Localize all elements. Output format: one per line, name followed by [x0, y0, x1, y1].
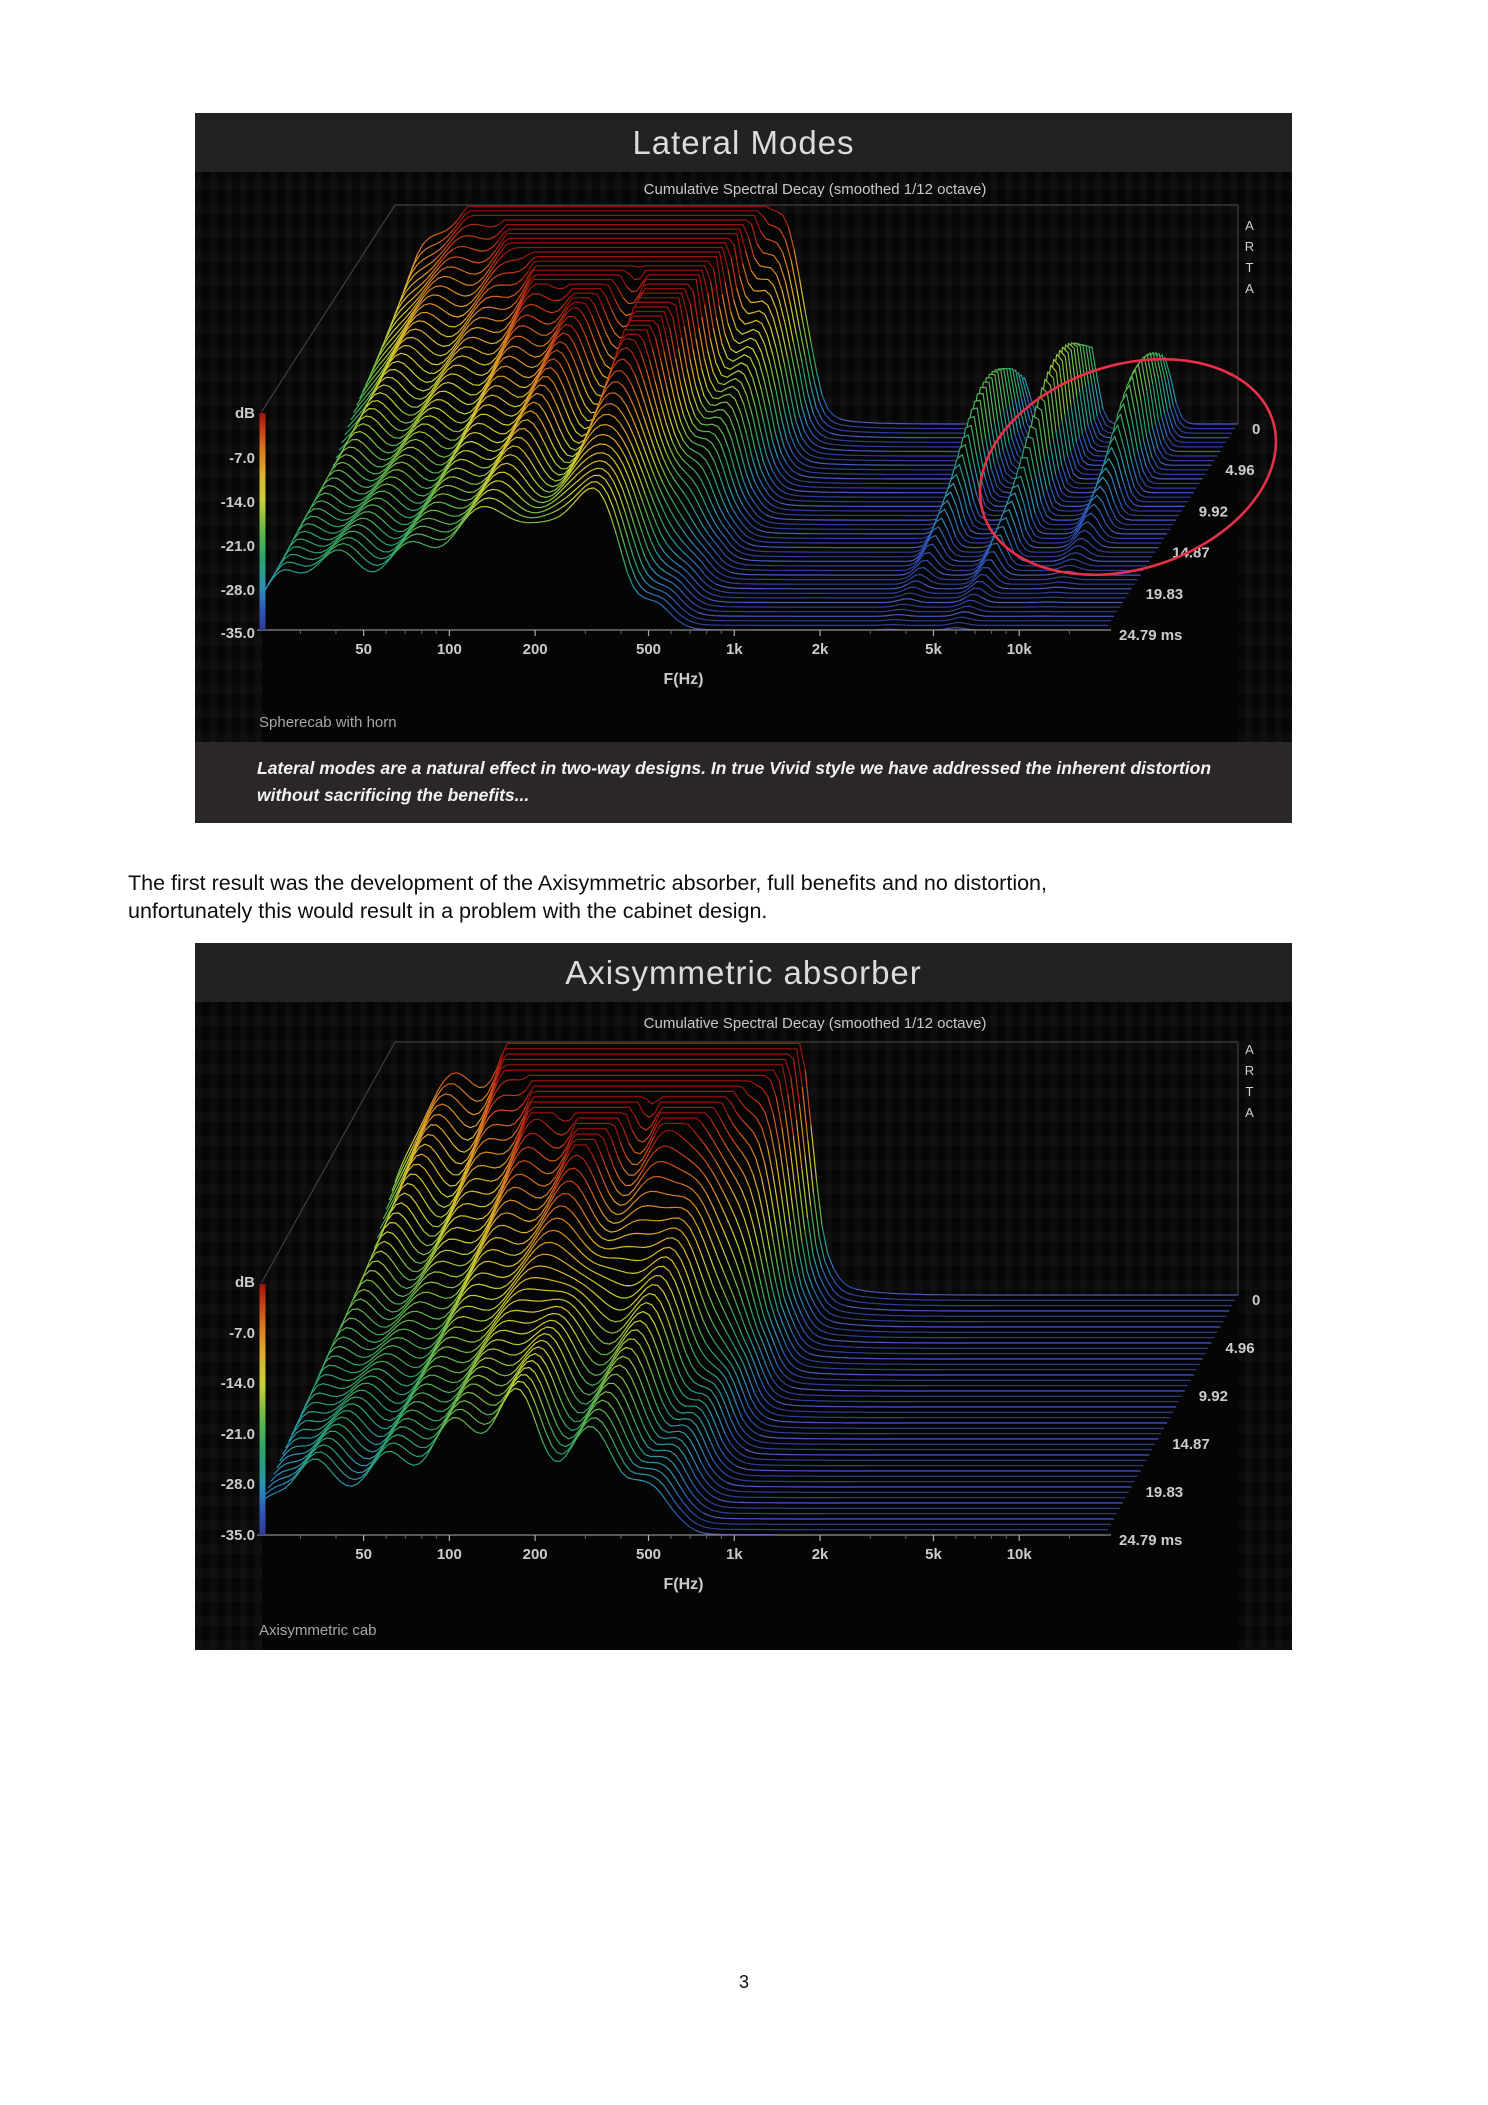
svg-text:1k: 1k [725, 1546, 743, 1563]
svg-text:2k: 2k [811, 1546, 829, 1563]
svg-text:dB: dB [235, 1274, 255, 1291]
paragraph-line: The first result was the development of the Axisymmetric absorber, full benefits and no distortion, [128, 871, 1047, 895]
arta-watermark: ARTA [1242, 218, 1257, 302]
svg-text:100: 100 [436, 1546, 462, 1563]
svg-text:-7.0: -7.0 [229, 450, 255, 467]
chart-area-axisymmetric [195, 1002, 1292, 1650]
svg-text:9.92: 9.92 [1198, 1388, 1229, 1405]
svg-text:19.83: 19.83 [1145, 1484, 1184, 1501]
csd-panel-lateral [195, 113, 1292, 823]
svg-text:19.83: 19.83 [1145, 585, 1184, 603]
svg-text:F(Hz): F(Hz) [663, 1576, 704, 1593]
svg-text:14.87: 14.87 [1172, 1436, 1210, 1453]
svg-text:1k: 1k [725, 641, 743, 658]
svg-text:-7.0: -7.0 [229, 1325, 255, 1342]
svg-text:200: 200 [522, 641, 548, 658]
caption-line: without sacrificing the benefits... [257, 784, 530, 805]
body-paragraph [128, 870, 1368, 925]
svg-text:-28.0: -28.0 [220, 582, 255, 599]
paragraph-line: unfortunately this would result in a problem with the cabinet design. [128, 898, 768, 923]
measurement-label: Spherecab with horn [259, 714, 397, 731]
panel-title: Lateral Modes [632, 123, 855, 161]
svg-text:-21.0: -21.0 [220, 1426, 255, 1443]
svg-text:10k: 10k [1006, 641, 1032, 658]
svg-text:500: 500 [636, 1546, 662, 1563]
svg-text:0: 0 [1252, 1292, 1261, 1309]
svg-text:50: 50 [355, 641, 372, 658]
svg-text:F(Hz): F(Hz) [663, 671, 704, 688]
svg-text:-14.0: -14.0 [220, 1375, 255, 1392]
svg-text:4.96: 4.96 [1225, 1340, 1255, 1357]
svg-text:-35.0: -35.0 [220, 625, 255, 642]
chart-subtitle: Cumulative Spectral Decay (smoothed 1/12 octave) [643, 181, 987, 198]
svg-text:200: 200 [522, 1546, 548, 1563]
svg-text:500: 500 [636, 641, 662, 658]
arta-watermark: ARTA [1242, 1042, 1257, 1126]
svg-text:-14.0: -14.0 [220, 494, 255, 511]
caption-band [195, 742, 1292, 823]
svg-text:0: 0 [1252, 421, 1261, 438]
svg-text:24.79 ms: 24.79 ms [1119, 1532, 1183, 1549]
svg-text:14.87: 14.87 [1172, 544, 1210, 562]
panel-title-band [195, 113, 1292, 172]
svg-text:9.92: 9.92 [1198, 503, 1229, 521]
svg-text:100: 100 [436, 641, 462, 658]
chart-subtitle: Cumulative Spectral Decay (smoothed 1/12 octave) [643, 1015, 987, 1032]
svg-text:-28.0: -28.0 [220, 1476, 255, 1493]
svg-text:4.96: 4.96 [1225, 462, 1255, 480]
svg-text:10k: 10k [1006, 1546, 1032, 1563]
svg-text:2k: 2k [811, 641, 829, 658]
svg-text:5k: 5k [925, 1546, 942, 1563]
svg-text:24.79 ms: 24.79 ms [1119, 627, 1183, 644]
page-number: 3 [738, 1972, 749, 1992]
svg-text:5k: 5k [925, 641, 942, 658]
svg-text:50: 50 [355, 1546, 372, 1563]
panel-title: Axisymmetric absorber [565, 953, 922, 991]
svg-text:-35.0: -35.0 [220, 1527, 255, 1544]
panel-title-band [195, 943, 1292, 1002]
caption-line: Lateral modes are a natural effect in two-way designs. In true Vivid style we have addressed the inherent distortion [257, 758, 1212, 778]
measurement-label: Axisymmetric cab [259, 1622, 377, 1639]
csd-waterfall-svg [195, 1002, 1292, 1650]
csd-waterfall-svg [195, 172, 1292, 742]
csd-panel-axisymmetric [195, 943, 1292, 1650]
svg-text:dB: dB [235, 405, 255, 422]
chart-area-lateral [195, 172, 1292, 742]
svg-text:-21.0: -21.0 [220, 538, 255, 555]
